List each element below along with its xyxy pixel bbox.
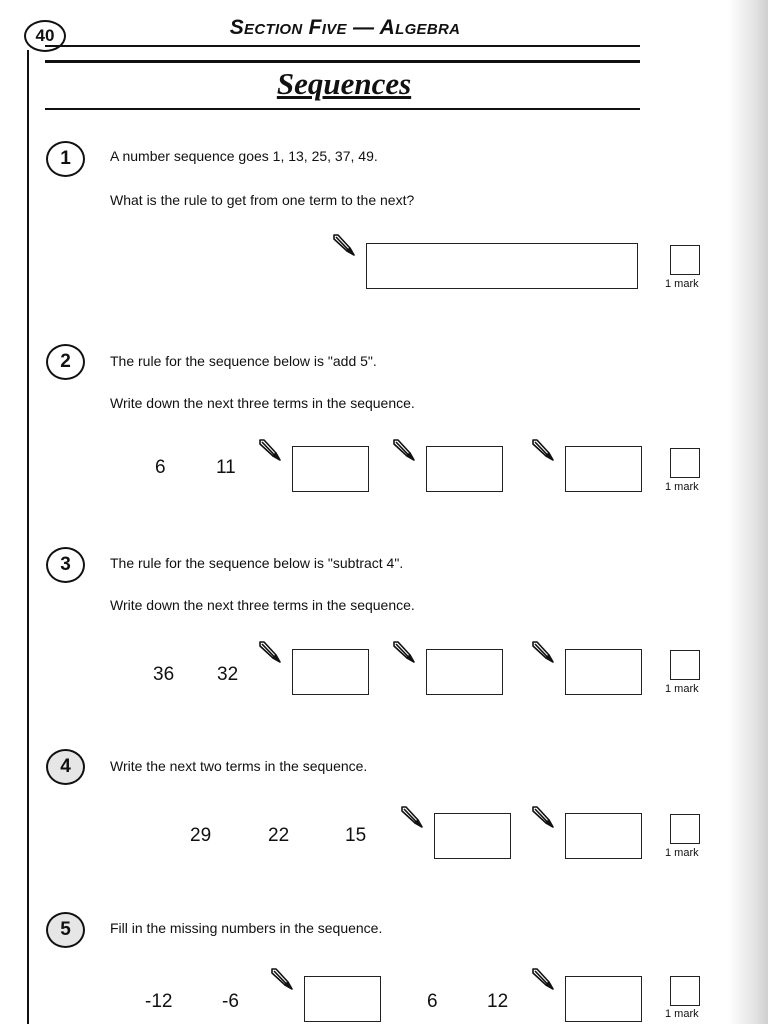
answer-box-5b[interactable]	[565, 976, 642, 1022]
mark-box-5	[670, 976, 700, 1006]
answer-box-2b[interactable]	[426, 446, 503, 492]
sequence-term: -6	[222, 991, 239, 1012]
question-number-4: 4	[46, 749, 85, 785]
sequence-term: 11	[216, 457, 236, 478]
sequence-term: 36	[153, 664, 175, 685]
header-rule	[45, 45, 640, 47]
pencil-icon	[258, 438, 282, 464]
mark-label-4: 1 mark	[665, 847, 699, 859]
title-rule-top	[45, 60, 640, 63]
answer-box-4b[interactable]	[565, 813, 642, 859]
title-rule-bottom	[45, 108, 640, 110]
question-2-text: The rule for the sequence below is "add 5".	[110, 353, 377, 369]
pencil-icon	[270, 967, 294, 993]
pencil-icon	[392, 438, 416, 464]
pencil-icon	[531, 640, 555, 666]
answer-box-3b[interactable]	[426, 649, 503, 695]
section-title: Section Five — Algebra	[229, 16, 461, 39]
sequence-term: 6	[155, 457, 166, 478]
answer-box-4a[interactable]	[434, 813, 511, 859]
question-5-text: Fill in the missing numbers in the sequence.	[110, 920, 383, 936]
question-number-2: 2	[46, 344, 85, 380]
sequence-term: 6	[427, 991, 438, 1012]
question-number-5: 5	[46, 912, 85, 948]
mark-label-3: 1 mark	[665, 683, 699, 695]
question-1-prompt: What is the rule to get from one term to the next?	[110, 192, 415, 208]
pencil-icon	[531, 438, 555, 464]
question-number-1: 1	[46, 141, 85, 177]
sequence-term: 29	[190, 825, 212, 846]
mark-label-5: 1 mark	[665, 1008, 699, 1020]
answer-box-1[interactable]	[366, 243, 638, 289]
mark-label-2: 1 mark	[665, 481, 699, 493]
mark-box-4	[670, 814, 700, 844]
sequence-term: 32	[217, 664, 239, 685]
question-4-text: Write the next two terms in the sequence.	[110, 758, 368, 774]
sequence-term: 22	[268, 825, 290, 846]
question-number-3: 3	[46, 547, 85, 583]
question-3-prompt: Write down the next three terms in the sequence.	[110, 597, 415, 613]
answer-box-3c[interactable]	[565, 649, 642, 695]
pencil-icon	[531, 967, 555, 993]
mark-box-1	[670, 245, 700, 275]
question-3-text: The rule for the sequence below is "subtract 4".	[110, 555, 404, 571]
pencil-icon	[400, 805, 424, 831]
mark-box-3	[670, 650, 700, 680]
answer-box-3a[interactable]	[292, 649, 369, 695]
pencil-icon	[258, 640, 282, 666]
answer-box-2a[interactable]	[292, 446, 369, 492]
sequence-term: 12	[487, 991, 509, 1012]
pencil-icon	[332, 233, 356, 259]
page-title: Sequences	[276, 66, 412, 101]
answer-box-5a[interactable]	[304, 976, 381, 1022]
question-1-text: A number sequence goes 1, 13, 25, 37, 49.	[110, 148, 378, 164]
sequence-term: -12	[145, 991, 173, 1012]
page-edge-shadow	[728, 0, 768, 1024]
pencil-icon	[531, 805, 555, 831]
page-number: 40	[24, 20, 66, 52]
question-2-prompt: Write down the next three terms in the sequence.	[110, 395, 415, 411]
mark-box-2	[670, 448, 700, 478]
answer-box-2c[interactable]	[565, 446, 642, 492]
mark-label-1: 1 mark	[665, 278, 699, 290]
left-margin-rule	[27, 50, 29, 1024]
sequence-term: 15	[345, 825, 367, 846]
pencil-icon	[392, 640, 416, 666]
